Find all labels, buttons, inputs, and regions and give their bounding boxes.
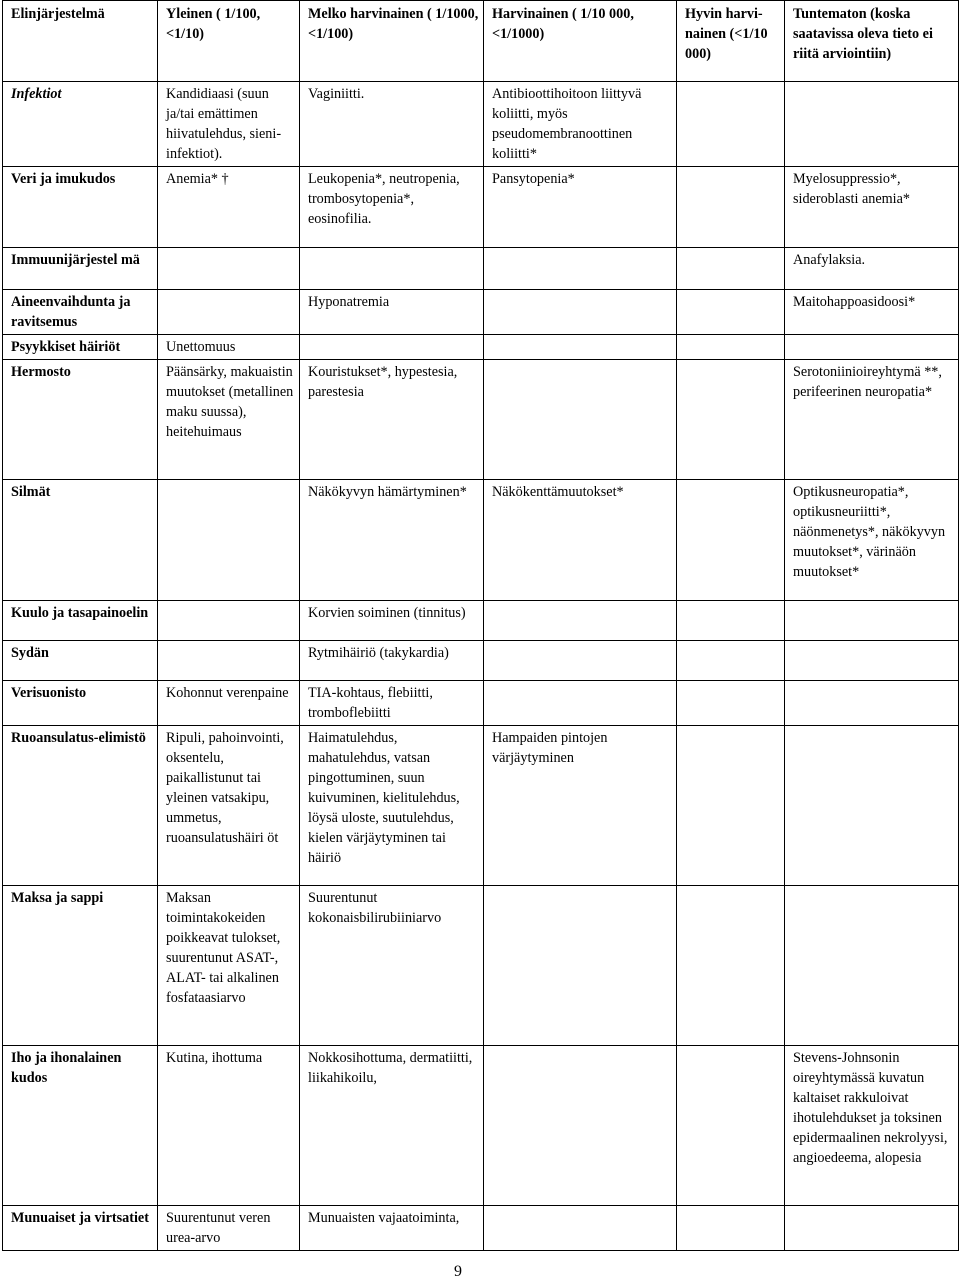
very-rare-cell <box>677 886 785 1046</box>
unknown-cell <box>785 886 959 1046</box>
uncommon-cell: Vaginiitti. <box>300 82 484 167</box>
uncommon-cell <box>300 335 484 360</box>
unknown-cell <box>785 641 959 681</box>
uncommon-cell: Hyponatremia <box>300 290 484 335</box>
uncommon-cell <box>300 248 484 290</box>
table-row <box>3 360 959 480</box>
common-cell: Unettomuus <box>158 335 300 360</box>
organ-class-cell: Psyykkiset häiriöt <box>3 335 158 360</box>
rare-cell <box>484 1046 677 1206</box>
very-rare-cell <box>677 601 785 641</box>
header-uncommon: Melko harvinainen ( 1/1000, <1/100) <box>300 1 484 82</box>
common-cell: Anemia* † <box>158 167 300 248</box>
common-cell <box>158 641 300 681</box>
unknown-cell: Maitohappoasidoosi* <box>785 290 959 335</box>
uncommon-cell: Munuaisten vajaatoiminta, <box>300 1206 484 1251</box>
unknown-cell <box>785 1206 959 1251</box>
page-number: 9 <box>454 1263 462 1280</box>
uncommon-cell: Suurentunut kokonaisbilirubiiniarvo <box>300 886 484 1046</box>
organ-class-cell: Kuulo ja tasapainoelin <box>3 601 158 641</box>
unknown-cell <box>785 726 959 886</box>
unknown-cell <box>785 82 959 167</box>
unknown-cell: Optikusneuropatia*, optikusneuriitti*, näönmenetys*, näkökyvyn muutokset*, värinäön muutokset* <box>785 480 959 601</box>
very-rare-cell <box>677 290 785 335</box>
organ-class-cell: Maksa ja sappi <box>3 886 158 1046</box>
common-cell <box>158 480 300 601</box>
common-cell: Ripuli, pahoinvointi, oksentelu, paikallistunut tai yleinen vatsakipu, ummetus, ruoansulatushäiri öt <box>158 726 300 886</box>
table-row <box>3 641 959 681</box>
table-row <box>3 290 959 335</box>
common-cell: Kohonnut verenpaine <box>158 681 300 726</box>
organ-class-cell: Immuunijärjestel mä <box>3 248 158 290</box>
uncommon-cell: Haimatulehdus, mahatulehdus, vatsan pingottuminen, suun kuivuminen, kielitulehdus, löysä uloste, suutulehdus, kielen värjäytyminen tai häiriö <box>300 726 484 886</box>
common-cell: Päänsärky, makuaistin muutokset (metallinen maku suussa), heitehuimaus <box>158 360 300 480</box>
unknown-cell <box>785 681 959 726</box>
uncommon-cell: Nokkosihottuma, dermatiitti, liikahikoilu, <box>300 1046 484 1206</box>
rare-cell: Antibioottihoitoon liittyvä koliitti, myös pseudomembranoottinen koliitti* <box>484 82 677 167</box>
table-row <box>3 681 959 726</box>
organ-class-cell: Munuaiset ja virtsatiet <box>3 1206 158 1251</box>
rare-cell <box>484 360 677 480</box>
very-rare-cell <box>677 248 785 290</box>
very-rare-cell <box>677 1206 785 1251</box>
unknown-cell: Serotoniinioireyhtymä **, perifeerinen neuropatia* <box>785 360 959 480</box>
organ-class-cell: Verisuonisto <box>3 681 158 726</box>
uncommon-cell: Kouristukset*, hypestesia, parestesia <box>300 360 484 480</box>
very-rare-cell <box>677 681 785 726</box>
organ-class-cell: Ruoansulatus-elimistö <box>3 726 158 886</box>
rare-cell: Näkökenttämuutokset* <box>484 480 677 601</box>
header-row <box>3 1 959 82</box>
very-rare-cell <box>677 360 785 480</box>
uncommon-cell: Näkökyvyn hämärtyminen* <box>300 480 484 601</box>
unknown-cell <box>785 601 959 641</box>
common-cell <box>158 601 300 641</box>
rare-cell: Hampaiden pintojen värjäytyminen <box>484 726 677 886</box>
uncommon-cell: TIA-kohtaus, flebiitti, tromboflebiitti <box>300 681 484 726</box>
unknown-cell: Anafylaksia. <box>785 248 959 290</box>
common-cell: Kutina, ihottuma <box>158 1046 300 1206</box>
common-cell: Kandidiaasi (suun ja/tai emättimen hiivatulehdus, sieni-infektiot). <box>158 82 300 167</box>
table-row <box>3 480 959 601</box>
header-common: Yleinen ( 1/100, <1/10) <box>158 1 300 82</box>
organ-class-cell: Silmät <box>3 480 158 601</box>
rare-cell <box>484 886 677 1046</box>
rare-cell <box>484 335 677 360</box>
table-row <box>3 1206 959 1251</box>
uncommon-cell: Rytmihäiriö (takykardia) <box>300 641 484 681</box>
rare-cell <box>484 681 677 726</box>
table-row <box>3 82 959 167</box>
organ-class-cell: Aineenvaihdunta ja ravitsemus <box>3 290 158 335</box>
very-rare-cell <box>677 1046 785 1206</box>
table-row <box>3 726 959 886</box>
header-soc: Elinjärjestelmä <box>3 1 158 82</box>
common-cell <box>158 290 300 335</box>
organ-class-cell: Hermosto <box>3 360 158 480</box>
header-very-rare: Hyvin harvi-nainen (<1/10 000) <box>677 1 785 82</box>
adverse-effects-table <box>2 0 959 1251</box>
rare-cell <box>484 1206 677 1251</box>
very-rare-cell <box>677 82 785 167</box>
header-unknown: Tuntematon (koska saatavissa oleva tieto ei riitä arviointiin) <box>785 1 959 82</box>
rare-cell: Pansytopenia* <box>484 167 677 248</box>
table-row <box>3 886 959 1046</box>
very-rare-cell <box>677 167 785 248</box>
uncommon-cell: Leukopenia*, neutropenia, trombosytopenia*, eosinofilia. <box>300 167 484 248</box>
uncommon-cell: Korvien soiminen (tinnitus) <box>300 601 484 641</box>
very-rare-cell <box>677 480 785 601</box>
table-row <box>3 1046 959 1206</box>
organ-class-cell: Sydän <box>3 641 158 681</box>
rare-cell <box>484 248 677 290</box>
very-rare-cell <box>677 335 785 360</box>
very-rare-cell <box>677 726 785 886</box>
very-rare-cell <box>677 641 785 681</box>
table-row <box>3 601 959 641</box>
common-cell: Suurentunut veren urea-arvo <box>158 1206 300 1251</box>
organ-class-cell: Veri ja imukudos <box>3 167 158 248</box>
common-cell: Maksan toimintakokeiden poikkeavat tulokset, suurentunut ASAT-, ALAT- tai alkalinen fosfataasiarvo <box>158 886 300 1046</box>
table-row <box>3 167 959 248</box>
rare-cell <box>484 290 677 335</box>
table-row <box>3 335 959 360</box>
unknown-cell <box>785 335 959 360</box>
organ-class-cell: Infektiot <box>3 82 158 167</box>
rare-cell <box>484 601 677 641</box>
common-cell <box>158 248 300 290</box>
unknown-cell: Stevens-Johnsonin oireyhtymässä kuvatun kaltaiset rakkuloivat ihotulehdukset ja toksinen epidermaalinen nekrolyysi, angioedeema, alopesia <box>785 1046 959 1206</box>
unknown-cell: Myelosuppressio*, sideroblasti anemia* <box>785 167 959 248</box>
header-rare: Harvinainen ( 1/10 000, <1/1000) <box>484 1 677 82</box>
rare-cell <box>484 641 677 681</box>
table-row <box>3 248 959 290</box>
organ-class-cell: Iho ja ihonalainen kudos <box>3 1046 158 1206</box>
